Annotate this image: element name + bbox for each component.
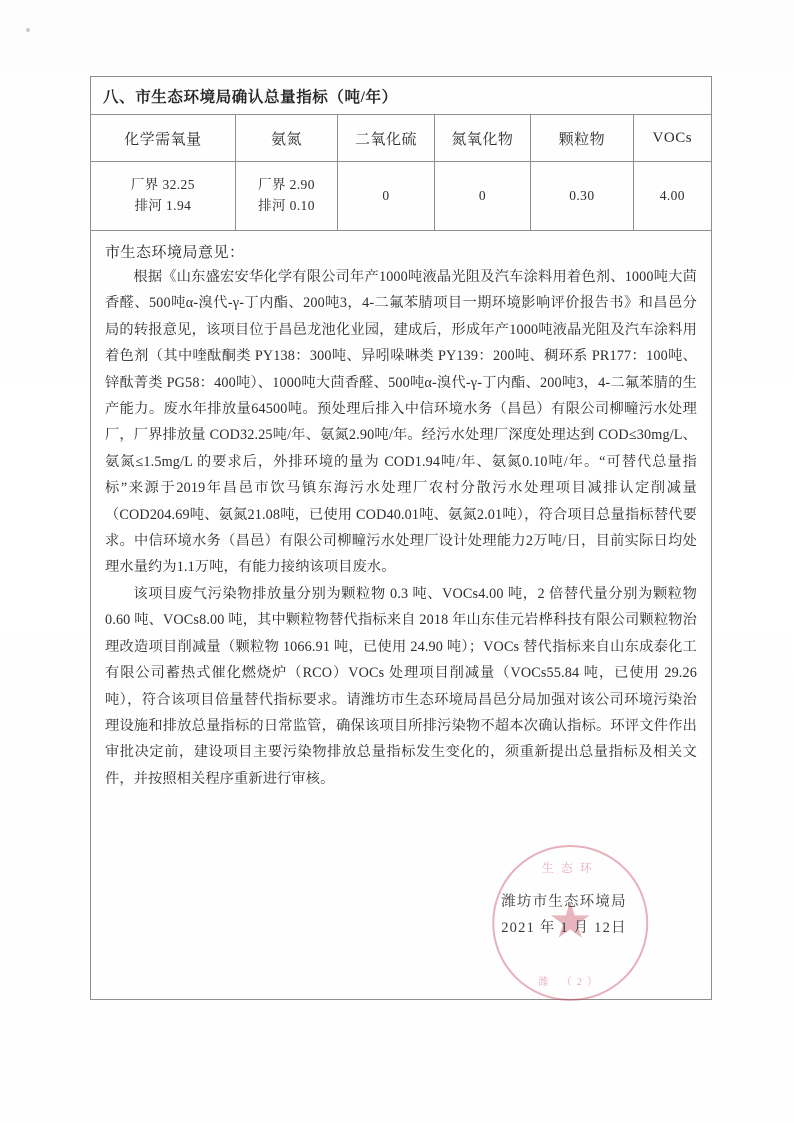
seal-top-text: 生态环 [541,861,599,875]
opinion-section [91,231,711,792]
header-nitrogen-oxides: 氮氧化物 [434,115,530,162]
table-header-row [91,115,711,162]
section-heading: 八、市生态环境局确认总量指标（吨/年） [91,77,711,115]
issuing-authority: 潍坊市生态环境局 [501,894,627,910]
cell-cod-boundary: 厂界 32.25 [130,177,195,193]
issue-date: 2021 年 1 月 12日 [501,920,627,936]
cell-cod-discharge: 排河 1.94 [134,198,192,213]
cell-ammonia-nitrogen [235,162,337,231]
table-row [91,162,711,231]
scan-artifact-speck [26,28,30,32]
header-particulates: 颗粒物 [531,115,633,162]
cell-vocs: 4.00 [633,162,711,231]
seal-bottom-text: 潍 （2） [538,977,603,988]
cell-sulfur-dioxide: 0 [338,162,434,231]
opinion-paragraph-1: 根据《山东盛宏安华化学有限公司年产1000吨液晶光阻及汽车涂料用着色剂、1000吨大茴香醛、500吨α-溴代-γ-丁内酯、200吨3，4-二氟苯腈项目一期环境影响评价报告书》和昌邑分局的转报意见，该项目位于昌邑龙池化业园，建成后，形成年产1000吨液晶光阻及汽车涂料用着色剂（其中喹酞酮类 PY138：300吨、异吲哚啉类 PY139：200吨、稠环系 PR177：100吨、锌酞菁类 PG58：400吨）、1000吨大茴香醛、500吨α-溴代-γ-丁内酯、200吨3，4-二氟苯腈的生产能力。废水年排放量64500吨。预处理后排入中信环境水务（昌邑）有限公司柳疃污水处理厂，厂界排放量 COD32.25吨/年、氨氮2.90吨/年。经污水处理厂深度处理达到 COD≤30mg/L、氨氮≤1.5mg/L 的要求后，外排环境的量为 COD1.94吨/年、氨氮0.10吨/年。“可替代总量指标”来源于2019年昌邑市饮马镇东海污水处理厂农村分散污水处理项目减排认定削减量（COD204.69吨、氨氮21.08吨，已使用 COD40.01吨、氨氮2.01吨），符合项目总量指标替代要求。中信环境水务（昌邑）有限公司柳疃污水处理厂设计处理能力2万吨/日，目前实际日均处理水量约为1.1万吨，有能力接纳该项目废水。 [105,269,697,576]
header-cod: 化学需氧量 [91,115,235,162]
cell-particulates: 0.30 [531,162,633,231]
header-sulfur-dioxide: 二氧化硫 [338,115,434,162]
cell-ammonia-boundary: 厂界 2.90 [258,177,315,193]
header-vocs: VOCs [633,115,711,162]
signature-block [459,861,669,988]
opinion-paragraph-2: 该项目废气污染物排放量分别为颗粒物 0.3 吨、VOCs4.00 吨，2 倍替代量分别为颗粒物 0.60 吨、VOCs8.00 吨，其中颗粒物替代指标来自 2018 年山东佳元岩桦科技有限公司颗粒物治理改造项目削减量（颗粒物 1066.91 吨，已使用 24.90 吨）；VOCs 替代指标来自山东成泰化工有限公司蓄热式催化燃烧炉（RCO）VOCs 处理项目削减量（VOCs55.84 吨，已使用 29.26 吨），符合该项目倍量替代指标要求。请潍坊市生态环境局昌邑分局加强对该公司环境污染治理设施和排放总量指标的日常监管，确保该项目所排污染物不超本次确认指标。环评文件作出审批决定前，建设项目主要污染物排放总量指标发生变化的，须重新提出总量指标及相关文件，并按照相关程序重新进行审核。 [105,585,697,787]
header-ammonia-nitrogen: 氨氮 [235,115,337,162]
total-quantity-indicator-table [91,115,711,231]
document-frame [90,76,712,1000]
cell-cod [91,162,235,231]
opinion-label: 市生态环境局意见： [105,245,245,261]
cell-ammonia-discharge: 排河 0.10 [258,198,315,213]
cell-nitrogen-oxides: 0 [434,162,530,231]
